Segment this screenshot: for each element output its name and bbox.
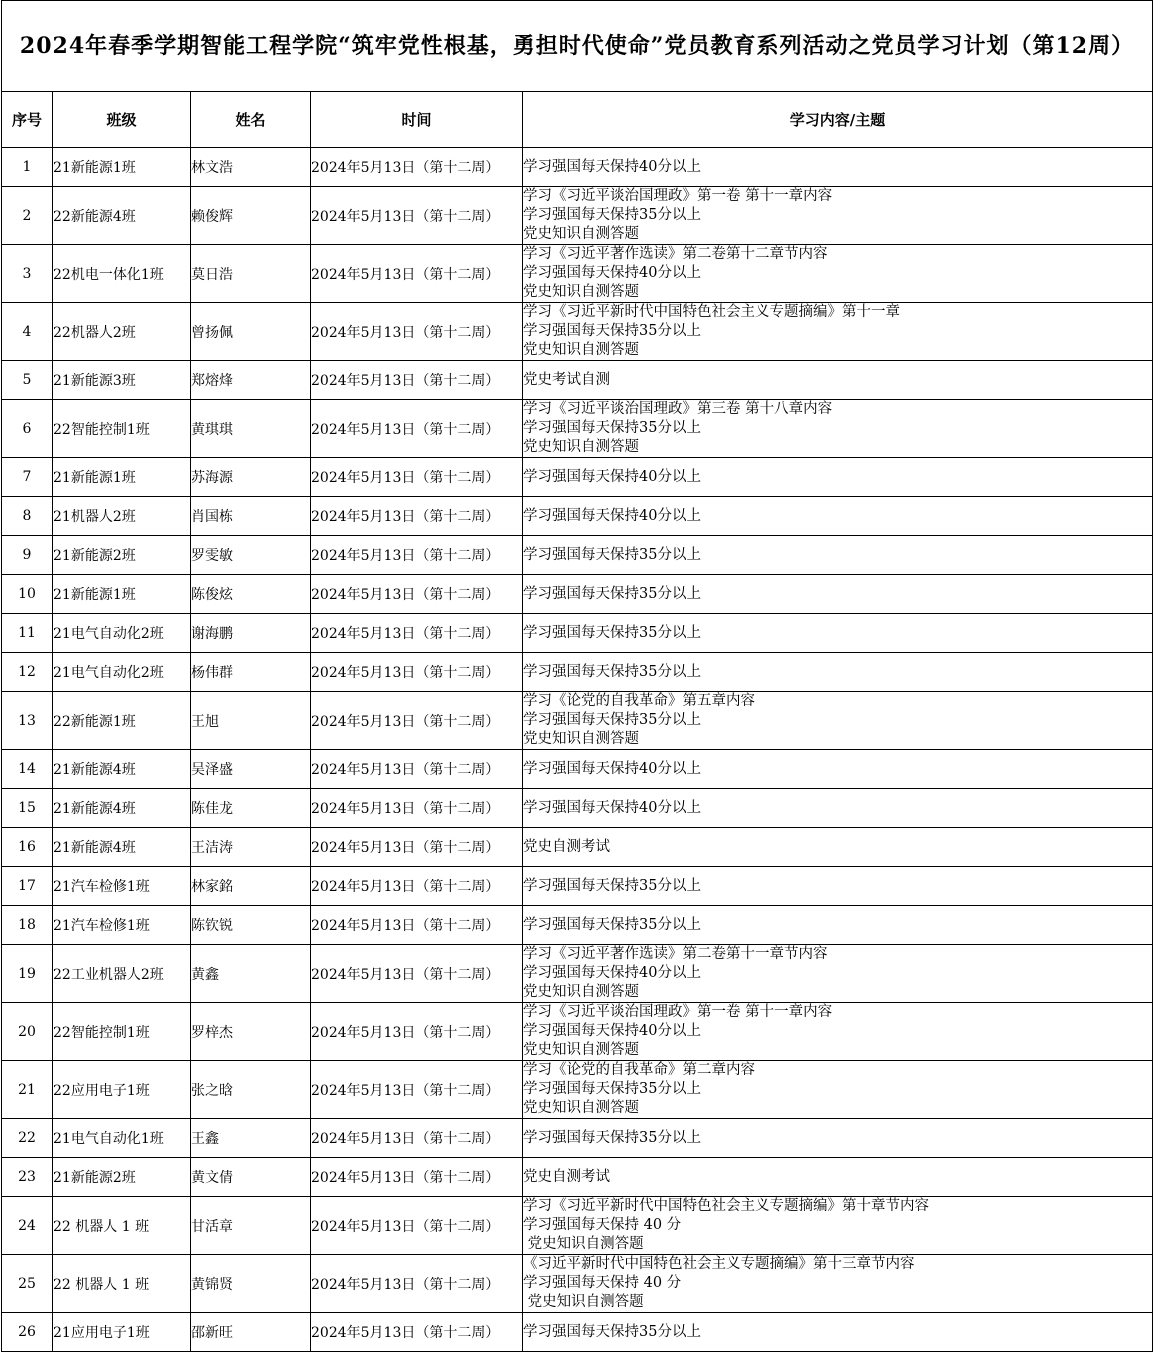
row-name: 郑熔烽: [191, 361, 311, 400]
row-index: 2: [2, 187, 53, 245]
table-row: [2, 1255, 1153, 1313]
row-name: 陈钦锐: [191, 906, 311, 945]
row-content: 学习强国每天保持35分以上: [523, 653, 1153, 692]
row-class: 21新能源1班: [53, 148, 191, 187]
row-class: 21新能源1班: [53, 575, 191, 614]
row-index: 4: [2, 303, 53, 361]
table-row: [2, 653, 1153, 692]
row-index: 3: [2, 245, 53, 303]
row-time: 2024年5月13日（第十二周）: [311, 497, 523, 536]
row-content: 学习强国每天保持40分以上: [523, 148, 1153, 187]
row-content: 学习《习近平著作选读》第二卷第十二章节内容 学习强国每天保持40分以上 党史知识自测答题: [523, 245, 1153, 303]
row-name: 肖国栋: [191, 497, 311, 536]
table-row: [2, 692, 1153, 750]
row-name: 曾扬佩: [191, 303, 311, 361]
row-name: 黄琪琪: [191, 400, 311, 458]
row-index: 6: [2, 400, 53, 458]
row-time: 2024年5月13日（第十二周）: [311, 750, 523, 789]
row-index: 12: [2, 653, 53, 692]
row-class: 22 机器人 1 班: [53, 1255, 191, 1313]
row-time: 2024年5月13日（第十二周）: [311, 789, 523, 828]
row-index: 16: [2, 828, 53, 867]
row-name: 王鑫: [191, 1119, 311, 1158]
row-time: 2024年5月13日（第十二周）: [311, 458, 523, 497]
row-content: 学习《习近平谈治国理政》第一卷 第十一章内容 学习强国每天保持35分以上 党史知识自测答题: [523, 187, 1153, 245]
row-class: 21汽车检修1班: [53, 906, 191, 945]
row-content: 学习强国每天保持35分以上: [523, 575, 1153, 614]
table-row: [2, 867, 1153, 906]
row-time: 2024年5月13日（第十二周）: [311, 1158, 523, 1197]
table-row: [2, 1119, 1153, 1158]
header-index: 序号: [2, 92, 53, 148]
table-row: [2, 945, 1153, 1003]
row-index: 15: [2, 789, 53, 828]
row-name: 林家銘: [191, 867, 311, 906]
row-index: 23: [2, 1158, 53, 1197]
row-content: 学习《论党的自我革命》第二章内容 学习强国每天保持35分以上 党史知识自测答题: [523, 1061, 1153, 1119]
row-content: 学习强国每天保持40分以上: [523, 497, 1153, 536]
row-class: 21机器人2班: [53, 497, 191, 536]
row-index: 25: [2, 1255, 53, 1313]
row-content: 学习强国每天保持40分以上: [523, 458, 1153, 497]
row-time: 2024年5月13日（第十二周）: [311, 1119, 523, 1158]
row-content: 学习强国每天保持40分以上: [523, 789, 1153, 828]
row-class: 21电气自动化2班: [53, 614, 191, 653]
row-index: 1: [2, 148, 53, 187]
row-class: 22智能控制1班: [53, 1003, 191, 1061]
table-row: [2, 614, 1153, 653]
row-class: 21应用电子1班: [53, 1313, 191, 1352]
row-name: 罗梓杰: [191, 1003, 311, 1061]
header-content: 学习内容/主题: [523, 92, 1153, 148]
row-index: 14: [2, 750, 53, 789]
row-index: 5: [2, 361, 53, 400]
row-content: 学习强国每天保持40分以上: [523, 750, 1153, 789]
row-index: 7: [2, 458, 53, 497]
table-row: [2, 1313, 1153, 1352]
row-class: 21电气自动化1班: [53, 1119, 191, 1158]
row-index: 24: [2, 1197, 53, 1255]
table-row: [2, 789, 1153, 828]
row-time: 2024年5月13日（第十二周）: [311, 400, 523, 458]
header-name: 姓名: [191, 92, 311, 148]
row-content: 学习强国每天保持35分以上: [523, 1313, 1153, 1352]
row-time: 2024年5月13日（第十二周）: [311, 945, 523, 1003]
row-name: 杨伟群: [191, 653, 311, 692]
page-title: 2024年春季学期智能工程学院“筑牢党性根基，勇担时代使命”党员教育系列活动之党员学习计划（第12周）: [2, 1, 1153, 92]
table-row: [2, 575, 1153, 614]
table-row: [2, 906, 1153, 945]
row-class: 21新能源4班: [53, 828, 191, 867]
row-name: 王洁涛: [191, 828, 311, 867]
row-time: 2024年5月13日（第十二周）: [311, 575, 523, 614]
table-row: [2, 245, 1153, 303]
row-time: 2024年5月13日（第十二周）: [311, 361, 523, 400]
table-row: [2, 187, 1153, 245]
row-name: 谢海鹏: [191, 614, 311, 653]
row-index: 8: [2, 497, 53, 536]
row-time: 2024年5月13日（第十二周）: [311, 536, 523, 575]
row-class: 21新能源4班: [53, 750, 191, 789]
row-index: 17: [2, 867, 53, 906]
row-name: 林文浩: [191, 148, 311, 187]
row-content: 学习强国每天保持35分以上: [523, 614, 1153, 653]
row-content: 学习强国每天保持35分以上: [523, 1119, 1153, 1158]
table-row: [2, 1061, 1153, 1119]
row-content: 党史自测考试: [523, 828, 1153, 867]
row-content: 学习《习近平谈治国理政》第一卷 第十一章内容 学习强国每天保持40分以上 党史知识自测答题: [523, 1003, 1153, 1061]
row-index: 21: [2, 1061, 53, 1119]
row-time: 2024年5月13日（第十二周）: [311, 245, 523, 303]
row-class: 21电气自动化2班: [53, 653, 191, 692]
row-name: 邵新旺: [191, 1313, 311, 1352]
row-index: 22: [2, 1119, 53, 1158]
row-index: 9: [2, 536, 53, 575]
row-time: 2024年5月13日（第十二周）: [311, 867, 523, 906]
row-content: 《习近平新时代中国特色社会主义专题摘编》第十三章节内容 学习强国每天保持 40 分 党史知识自测答题: [523, 1255, 1153, 1313]
row-content: 学习《习近平新时代中国特色社会主义专题摘编》第十章节内容 学习强国每天保持 40 分 党史知识自测答题: [523, 1197, 1153, 1255]
row-index: 26: [2, 1313, 53, 1352]
row-name: 陈俊炫: [191, 575, 311, 614]
row-class: 22应用电子1班: [53, 1061, 191, 1119]
study-plan-table: [1, 0, 1153, 1352]
table-row: [2, 1003, 1153, 1061]
header-class: 班级: [53, 92, 191, 148]
row-name: 吴泽盛: [191, 750, 311, 789]
row-name: 王旭: [191, 692, 311, 750]
row-content: 学习强国每天保持35分以上: [523, 906, 1153, 945]
row-index: 11: [2, 614, 53, 653]
row-class: 22新能源4班: [53, 187, 191, 245]
table-row: [2, 497, 1153, 536]
row-content: 学习《习近平新时代中国特色社会主义专题摘编》第十一章 学习强国每天保持35分以上 党史知识自测答题: [523, 303, 1153, 361]
table-row: [2, 458, 1153, 497]
table-row: [2, 1197, 1153, 1255]
row-name: 莫日浩: [191, 245, 311, 303]
row-time: 2024年5月13日（第十二周）: [311, 906, 523, 945]
row-index: 20: [2, 1003, 53, 1061]
row-name: 苏海源: [191, 458, 311, 497]
table-row: [2, 303, 1153, 361]
row-class: 21汽车检修1班: [53, 867, 191, 906]
row-index: 18: [2, 906, 53, 945]
row-class: 21新能源3班: [53, 361, 191, 400]
row-class: 21新能源2班: [53, 536, 191, 575]
row-name: 黄锦贤: [191, 1255, 311, 1313]
table-row: [2, 750, 1153, 789]
row-time: 2024年5月13日（第十二周）: [311, 614, 523, 653]
row-name: 陈佳龙: [191, 789, 311, 828]
row-name: 甘活章: [191, 1197, 311, 1255]
row-time: 2024年5月13日（第十二周）: [311, 653, 523, 692]
row-class: 22机器人2班: [53, 303, 191, 361]
row-class: 22机电一体化1班: [53, 245, 191, 303]
row-time: 2024年5月13日（第十二周）: [311, 303, 523, 361]
row-index: 19: [2, 945, 53, 1003]
row-name: 黄鑫: [191, 945, 311, 1003]
row-time: 2024年5月13日（第十二周）: [311, 1255, 523, 1313]
row-content: 学习《论党的自我革命》第五章内容 学习强国每天保持35分以上 党史知识自测答题: [523, 692, 1153, 750]
row-content: 党史考试自测: [523, 361, 1153, 400]
table-row: [2, 536, 1153, 575]
row-class: 22新能源1班: [53, 692, 191, 750]
row-time: 2024年5月13日（第十二周）: [311, 1313, 523, 1352]
table-row: [2, 400, 1153, 458]
row-class: 21新能源4班: [53, 789, 191, 828]
row-class: 22智能控制1班: [53, 400, 191, 458]
row-name: 罗雯敏: [191, 536, 311, 575]
row-time: 2024年5月13日（第十二周）: [311, 1197, 523, 1255]
row-class: 21新能源1班: [53, 458, 191, 497]
row-time: 2024年5月13日（第十二周）: [311, 828, 523, 867]
table-row: [2, 828, 1153, 867]
row-time: 2024年5月13日（第十二周）: [311, 148, 523, 187]
table-row: [2, 361, 1153, 400]
row-index: 10: [2, 575, 53, 614]
row-index: 13: [2, 692, 53, 750]
header-time: 时间: [311, 92, 523, 148]
row-name: 黄文倩: [191, 1158, 311, 1197]
row-time: 2024年5月13日（第十二周）: [311, 692, 523, 750]
row-name: 张之晗: [191, 1061, 311, 1119]
header-row: [2, 92, 1153, 148]
row-class: 22 机器人 1 班: [53, 1197, 191, 1255]
row-content: 学习强国每天保持35分以上: [523, 536, 1153, 575]
row-time: 2024年5月13日（第十二周）: [311, 1003, 523, 1061]
row-time: 2024年5月13日（第十二周）: [311, 1061, 523, 1119]
table-row: [2, 1158, 1153, 1197]
table-row: [2, 148, 1153, 187]
row-content: 学习《习近平谈治国理政》第三卷 第十八章内容 学习强国每天保持35分以上 党史知识自测答题: [523, 400, 1153, 458]
row-class: 21新能源2班: [53, 1158, 191, 1197]
row-content: 学习《习近平著作选读》第二卷第十一章节内容 学习强国每天保持40分以上 党史知识自测答题: [523, 945, 1153, 1003]
row-name: 赖俊辉: [191, 187, 311, 245]
row-content: 学习强国每天保持35分以上: [523, 867, 1153, 906]
row-content: 党史自测考试: [523, 1158, 1153, 1197]
row-time: 2024年5月13日（第十二周）: [311, 187, 523, 245]
row-class: 22工业机器人2班: [53, 945, 191, 1003]
